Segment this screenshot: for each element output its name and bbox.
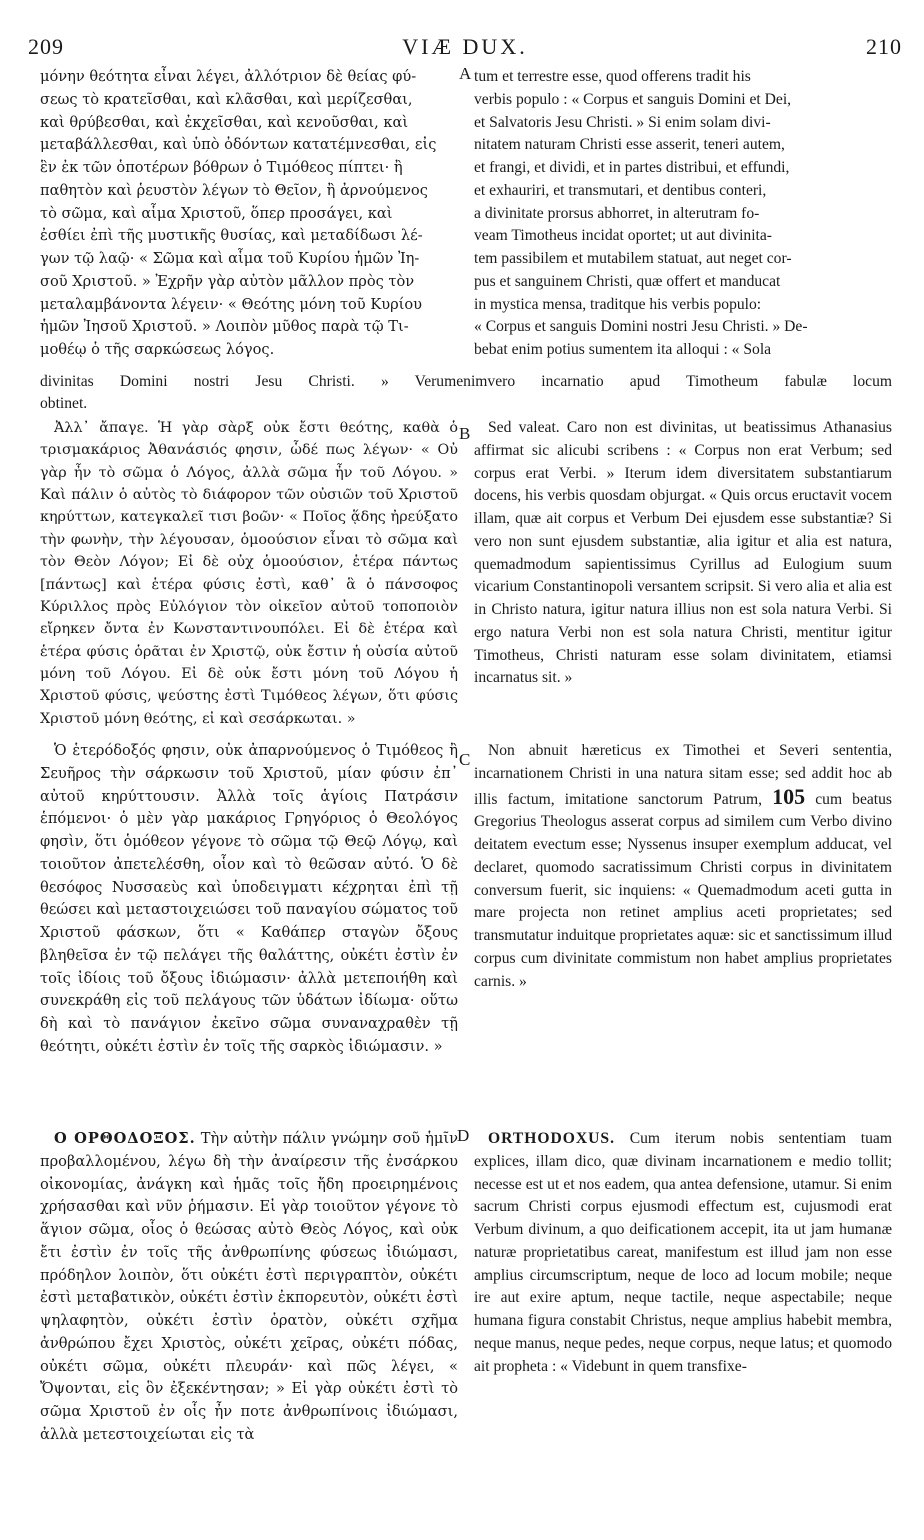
section-c-latin-pre: Non abnuit hæreticus ex Timothei et Severi sententia, incarnationem Christi in una natura sitam esse; sed addit hoc ab illis factum, imitatione sanctorum Patrum, (474, 742, 892, 808)
section-d-latin-text: Cum iterum nobis sententiam tuam explices, illam dico, quæ divinam incarnationem e medio tollit; necesse est ut et nos eadem, qua antea defensione, utamur. Si enim sacrum Christi corpus ejusmodi effectum est, cujusmodi erat Verbum divinum, a quo deificationem accepit, ita ut jam humanæ naturæ proprietatibus careat, manifestum est illud jam non esse amplius circumscriptum, neque de loco ad locum mobile; neque ire aut exire aptum, neque tactile, neque aspectabile; neque humana figura constabit Christus, neque amplius habebit membra, neque manus, neque pedes, neque corpus, neque latus; et quomodo ait propheta : « Videbunt in quem transfixe- (474, 1130, 892, 1375)
marker-d: D (457, 1126, 470, 1145)
section-a-latin-line: et Salvatoris Jesu Christi. » Si enim solam divi- (474, 113, 771, 131)
section-d-greek-paragraph (40, 1128, 458, 1447)
section-b-latin-text: Sed valeat. Caro non est divinitas, ut beatissimus Athanasius affirmat sic alicubi scribens : « Corpus non erat Verbum; sed corpus erat Verbi. » Iterum idem diversitatem substantiarum docens, his verbis quosdam objurgat. « Quis orcus eructavit vocem illam, quæ ait corpus et Verbum Dei ejusdem esse substantiæ? Si vero non sunt ejusdem substantiæ, alia igitur et alia est natura, quemadmodum sapientissimus Cyrillus ad Eulogium suum vicarium Constantinopoli versantem scripsit. Si vero alia et alia est in Christo natura, igitur natura illius non est sola natura Verbi. Si ergo natura Verbi non est sola natura Christi, mentitur igitur Timotheus, Christi naturam esse solam divinitatem, etiamsi incarnatus sit. » (474, 419, 892, 687)
marker-a: A (459, 64, 472, 83)
section-a-full-line-end-text: obtinet. (40, 395, 88, 412)
section-a-latin-line: tem passibilem et mutabilem statuat, aut neget cor- (474, 250, 792, 267)
section-a-latin-line: et frangi, et dividi, et in partes distribui, et effundi, (474, 159, 790, 176)
section-a-latin-line: pus et sanguinem Christi, quæ offert et manducat (474, 272, 781, 290)
column-number: 105 (772, 783, 806, 809)
section-a-latin-line: bebat enim potius sumentem ita alloqui : « Sola (474, 341, 772, 358)
page-number-left: 209 (28, 34, 64, 59)
section-d-latin-heading: ORTHODOXUS. (488, 1130, 615, 1147)
section-c-greek-text: Ὁ ἑτερόδοξός φησιν, οὐκ ἀπαρνούμενος ὁ Τιμόθεος ἢ Σευῆρος τὴν σάρκωσιν τοῦ Χριστοῦ, μίαν φύσιν ἐπ᾽ αὐτοῦ κηρύττουσιν. Ἀλλὰ τοῖς ἁγίοις Πατράσιν ἑπόμενοι· ὁ μὲν γὰρ μακάριος Γρηγόριος ὁ Θεολόγος φησὶν, ὅτι ὁμόθεον γέγονε τὸ σῶμα τῷ Θεῷ Λόγῳ, καὶ τοιοῦτον ἀπετελέσθη, οἷον καὶ τὸ θεῶσαν αὐτό. Ὁ δὲ θεσόφος Νυσσαεὺς καὶ ὑποδειγματι κέχρηται ἐπὶ τῇ θεώσει καὶ μεταστοιχειώσει τοῦ παναγίου σώματος τοῦ Χριστοῦ φάσκων, ὅτι « Καθάπερ σταγὼν ὄξους βληθεῖσα ἐν τῷ πελάγει τῆς θαλάττης, οὐκέτι ἐστὶν ἐν τοῖς ἰδίοις τοῦ ὄξους ἰδιώμασιν· ἀλλὰ μετεποιήθη καὶ συνεκράθη εἰς τοῦ πελάγους τῶν ὑδάτων ἰδίωμα· οὕτω δὴ καὶ τὸ πανάγιον ἐκεῖνο σῶμα συναναχραθὲν τῇ θεότητι, οὐκέτι ἐστὶν ἐν τοῖς τῆς σαρκὸς ἰδιώμασιν. » (40, 742, 458, 1055)
marker-c: C (459, 750, 471, 769)
section-d-greek-heading: Ο ΟΡΘΟΔΟΞΟΣ. (54, 1130, 196, 1147)
section-a-greek-line: ἓν ἐκ τῶν ὁποτέρων βόθρων ὁ Τιμόθεος πίπτει· ἢ (40, 159, 403, 176)
section-d-latin (474, 1128, 892, 1378)
section-a-greek-line: ἐσθίει ἐπὶ τῆς μυστικῆς θυσίας, καὶ μεταδίδωσι λέ- (40, 227, 423, 245)
section-a-greek-line: σοῦ Χριστοῦ. » Ἐχρῆν γὰρ αὐτὸν μᾶλλον πρὸς τὸν (40, 272, 415, 290)
section-a-greek-line: τὸ σῶμα, καὶ αἷμα Χριστοῦ, ὅπερ προσάγει, καὶ (40, 204, 393, 222)
section-a-latin-line: tum et terrestre esse, quod offerens tradit his (474, 68, 751, 85)
section-a-latin-line: a divinitate prorsus abhorret, in alterutram fo- (474, 204, 760, 222)
page-header (28, 34, 902, 68)
section-a-greek-line: μόνην θεότητα εἶναι λέγει, ἀλλότριον δὲ θείας φύ- (40, 68, 417, 85)
running-title: VIÆ DUX. (402, 34, 528, 59)
section-b-greek-text: Ἀλλ᾽ ἄπαγε. Ἡ γὰρ σὰρξ οὐκ ἔστι θεότης, καθὰ ὁ τρισμακάριος Ἀθανάσιός φησιν, ὧδέ πως λέγων· « Οὐ γὰρ ἦν τὸ σῶμα ὁ Λόγος, ἀλλὰ σῶμα ἦν τοῦ Λόγου. » Καὶ πάλιν ὁ αὐτὸς τὸ διάφορον τῶν οὐσιῶν τοῦ Χριστοῦ κηρύττων, κατεγκαλεῖ τισι βοῶν· « Ποῖος ᾅδης ἠρεύξατο τὴν φωνὴν, τὴν λέγουσαν, ὁμοούσιον εἶναι τὸ σῶμα καὶ τὸν Θεὸν Λόγον; Εἰ δὲ οὐχ ὁμοούσιον, ἑτέρα πάντως [πάντως] καὶ ἑτέρα φύσις ἐστὶ, καθ᾽ ἃ ὁ πάνσοφος Κύριλλος πρὸς Εὐλόγιον τὸν οἰκεῖον αὐτοῦ τοποποιὸν εἴρηκεν ὄντα ἐν Κωνσταντινουπόλει. Εἰ δὲ ἑτέρα καὶ ἑτέρα φύσις ὁρᾶται ἐν Χριστῷ, οὐκ ἔστιν ἡ οὐσία αὐτοῦ μόνη τοῦ Λόγου. Εἰ δὲ οὐκ ἔστι μόνη τοῦ Λόγου ἡ Χριστοῦ φύσις, ψεύστης ἐστὶ Τιμόθεος λέγων, ὅτι φύσις Χριστοῦ μόνη θεότης, εἰ καὶ σεσάρκωται. » (40, 420, 458, 727)
section-a-greek-line: σεως τὸ κρατεῖσθαι, καὶ κλᾶσθαι, καὶ μερίζεσθαι, (40, 90, 413, 108)
section-a-greek-line: μεταλαμβάνοντα λέγειν· « Θεότης μόνη τοῦ Κυρίου (40, 295, 423, 313)
section-a-greek-line: γων τῷ λαῷ· « Σῶμα καὶ αἷμα τοῦ Κυρίου ἡμῶν Ἰη- (40, 250, 420, 267)
section-a-latin-line: « Corpus et sanguis Domini nostri Jesu Christi. » De- (474, 318, 808, 336)
section-a-latin (474, 66, 892, 362)
section-a-latin-line: nitatem naturam Christi esse asserit, teneri autem, (474, 136, 785, 154)
section-a-greek-line: ἡμῶν Ἰησοῦ Χριστοῦ. » Λοιπὸν μῦθος παρὰ τῷ Τι- (40, 318, 409, 336)
section-a-latin-line: verbis populo : « Corpus et sanguis Domini et Dei, (474, 90, 792, 108)
section-a-latin-line: in mystica mensa, traditque his verbis populo: (474, 295, 762, 313)
marker-b: B (459, 424, 471, 443)
section-a-greek-line: μοθέῳ ὁ τῆς σαρκώσεως λόγος. (40, 341, 275, 358)
page-number-right: 210 (866, 34, 902, 59)
section-a-full-line-end (40, 393, 892, 416)
section-a-greek (40, 66, 458, 362)
section-a-greek-line: καὶ θρύβεσθαι, καὶ ἐκχεῖσθαι, καὶ κενοῦσθαι, καὶ (40, 113, 409, 131)
section-c-latin-post: cum beatus Gregorius Theologus asserat corpus ad similem cum Verbo divino deitatem evectum esse; Nyssenus insuper exemplum adducat, vel declaret, quomodo sacratissimum Christi corpus in divinitatem conversum fuerit, sic inquiens: « Quemadmodum aceti gutta in mare projecta non retinet amplius aceti proprietates; sed transmutatur induitque proprietates aquæ: sic et sanctissimum illud corpus cum divinitate commistum non habet amplius proprietates carnis. » (474, 790, 893, 990)
section-c-latin (474, 740, 892, 993)
section-a-greek-line: παθητὸν καὶ ῥευστὸν λέγων τὸ Θεῖον, ἢ ἀρνούμενος (40, 181, 428, 199)
section-a-latin-line: et exhauriri, et transmutari, et dentibus conteri, (474, 181, 767, 199)
section-c-greek (40, 740, 458, 1059)
section-a-full-line (40, 371, 892, 394)
section-b-latin (474, 417, 892, 690)
section-a-latin-line: veam Timotheus incidat oportet; ut aut divinita- (474, 227, 772, 245)
section-c-latin-paragraph (474, 740, 892, 993)
section-a-greek-line: μεταβάλλεσθαι, καὶ ὑπὸ ὀδόντων κατατέμνεσθαι, εἰς (40, 136, 437, 154)
section-a-full-line-text: divinitas Domini nostri Jesu Christi. » Verumenimvero incarnatio apud Timotheum fabulæ locum (40, 373, 892, 390)
section-d-greek-text: Τὴν αὐτὴν πάλιν γνώμην σοῦ ἡμῖν προβαλλομένου, λέγω δὴ τὴν ἀναίρεσιν τῆς ἐνσάρκου οἰκονομίας, ἀνάγκη καὶ ἡμᾶς τοῖς ἤδη προειρημένοις χρήσασθαι καὶ νῦν ῥήμασιν. Εἰ γὰρ τοιοῦτον γέγονε τὸ ἅγιον σῶμα, οἷος ὁ θεώσας αὐτὸ Θεὸς Λόγος, καὶ οὐκ ἔτι ἐστὶν ἐν τοῖς τῆς ἀνθρωπίνης φύσεως ἰδιώμασι, πρόδηλον λοιπὸν, ὅτι οὐκέτι ἐστὶ περιγραπτὸν, οὐκέτι ἐστὶ μεταβατικὸν, οὐκέτι ἐστὶν ἐκπορευτὸν, οὐκέτι ἐστὶ ψηλαφητὸν, οὐκέτι ἐστὶν ὁρατὸν, οὐκέτι σχῆμα ἀνθρώπου ἔχει Χριστὸς, οὐκέτι χεῖρας, οὐκέτι πόδας, οὐκέτι σῶμα, οὐκέτι πλευράν· καὶ πῶς λέγει, « Ὄψονται, εἰς ὃν ἐξεκέντησαν; » Εἰ γὰρ οὐκέτι ἐστὶ τὸ σῶμα Χριστοῦ ἐν οἷς ἦν ποτε ἀνθρωπίνοις ἰδιώμασι, ἀλλὰ μετεστοιχείωται εἰς τὰ (40, 1130, 458, 1443)
section-b-greek (40, 417, 458, 730)
section-d-latin-paragraph (474, 1128, 892, 1378)
section-d-greek (40, 1128, 458, 1447)
